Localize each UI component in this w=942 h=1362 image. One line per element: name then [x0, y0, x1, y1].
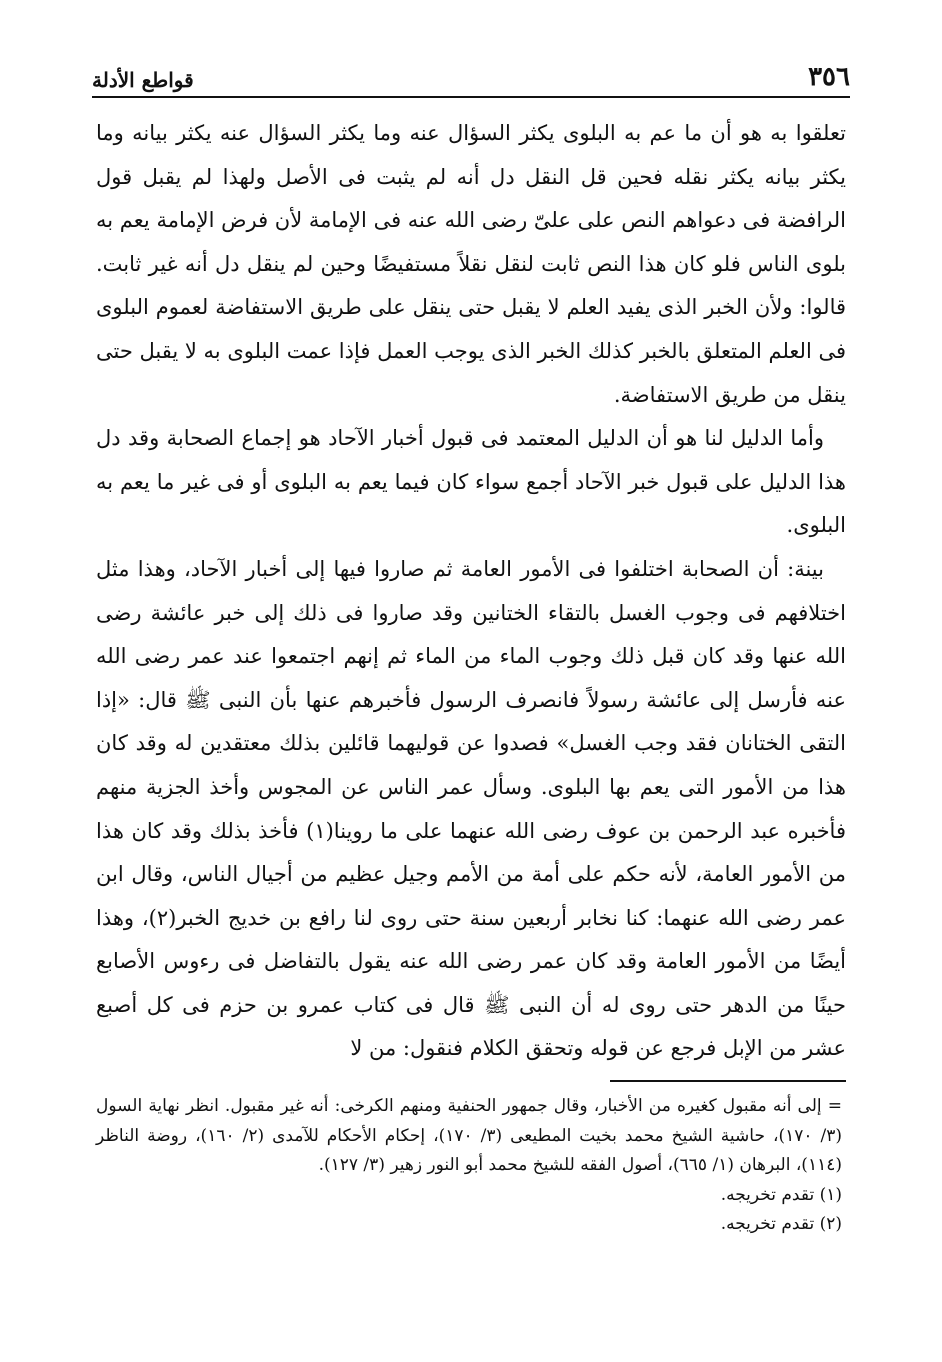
- footnote-item: (٢) تقدم تخريجه.: [720, 1214, 842, 1234]
- footnote-continuation: = إلى أنه مقبول كغيره من الأخبار، وقال جمهور الحنفية ومنهم الكرخى: أنه غير مقبول. انظر نهاية السول (٣/ ١٧٠)، حاشية الشيخ محمد بخيت المطيعى (٣/ ١٧٠)، إحكام الأحكام للآمدى (٢/ ١٦٠)، روضة الناظر (١١٤)، البرهان (١/ ٦٦٥)، أصول الفقه للشيخ محمد أبو النور زهير (٣/ ١٢٧).: [96, 1096, 843, 1175]
- page-number: ٣٥٦: [808, 62, 850, 92]
- footnote-item: (١) تقدم تخريجه.: [720, 1184, 842, 1205]
- body-paragraph: وأما الدليل لنا هو أن الدليل المعتمد فى قبول أخبار الآحاد هو إجماع الصحابة وقد دل هذا الدليل على قبول خبر الآحاد أجمع سواء كان فيما يعم به البلوى أو فى غير ما يعم به البلوى.: [96, 426, 846, 538]
- footnotes: [96, 1092, 842, 1240]
- footnote-rule: [610, 1080, 846, 1082]
- body-paragraph: بينة: أن الصحابة اختلفوا فى الأمور العامة ثم صاروا فيها إلى أخبار الآحاد، وهذا مثل اختلافهم فى وجوب الغسل بالتقاء الختانين وقد صاروا فى ذلك إلى خبر عائشة رضى الله عنها وقد كان قبل ذلك وجوب الماء من الماء ثم إنهم اجتمعوا عند عمر رضى الله عنه فأرسل إلى عائشة رسولاً فانصرف الرسول فأخبرهم عنها بأن النبى ﷺ قال: «إذا التقى الختانان فقد وجب الغسل» فصدوا عن قوليهما قائلين بذلك معتقدين له وقد كان هذا من الأمور التى يعم بها البلوى. وسأل عمر الناس عن المجوس وأخذ الجزية منهم فأخبره عبد الرحمن بن عوف رضى الله عنهما على ما روينا(١) فأخذ بذلك وقد كان هذا من الأمور العامة، لأنه حكم على أمة من الأمم وجيل عظيم من أجيال الناس، وقال ابن عمر رضى الله عنهما: كنا نخابر أربعين سنة حتى روى لنا رافع بن خديج الخبر(٢)، وهذا أيضًا من الأمور العامة وقد كان عمر رضى الله عنه يقول بالتفاضل فى رءوس الأصابع حينًا من الدهر حتى روى له أن النبى ﷺ قال فى كتاب عمرو بن حزم فى كل أصبع عشر من الإبل فرجع عن قوله وتحقق الكلام فنقول: من لا: [96, 556, 847, 1061]
- body-text: [96, 112, 846, 1071]
- header-rule: [92, 96, 850, 98]
- page-header: [92, 58, 850, 92]
- running-title: قواطع الأدلة: [92, 68, 194, 92]
- body-paragraph: تعلقوا به هو أن ما عم به البلوى يكثر السؤال عنه وما يكثر السؤال عنه يكثر بيانه وما يكثر بيانه يكثر نقله فحين قل النقل دل أنه لم يثبت فى الأصل ولهذا لم يقبل قول الرافضة فى دعواهم النص على علىّ رضى الله عنه فى الإمامة لأن فرض الإمامة يعم به بلوى الناس فلو كان هذا النص ثابت لنقل نقلاً مستفيضًا وحين لم ينقل دل أنه غير ثابت. قالوا: ولأن الخبر الذى يفيد العلم لا يقبل حتى ينقل على طريق الاستفاضة لعموم البلوى فى العلم المتعلق بالخبر كذلك الخبر الذى يوجب العمل فإذا عمت البلوى به لا يقبل حتى ينقل من طريق الاستفاضة.: [96, 121, 846, 407]
